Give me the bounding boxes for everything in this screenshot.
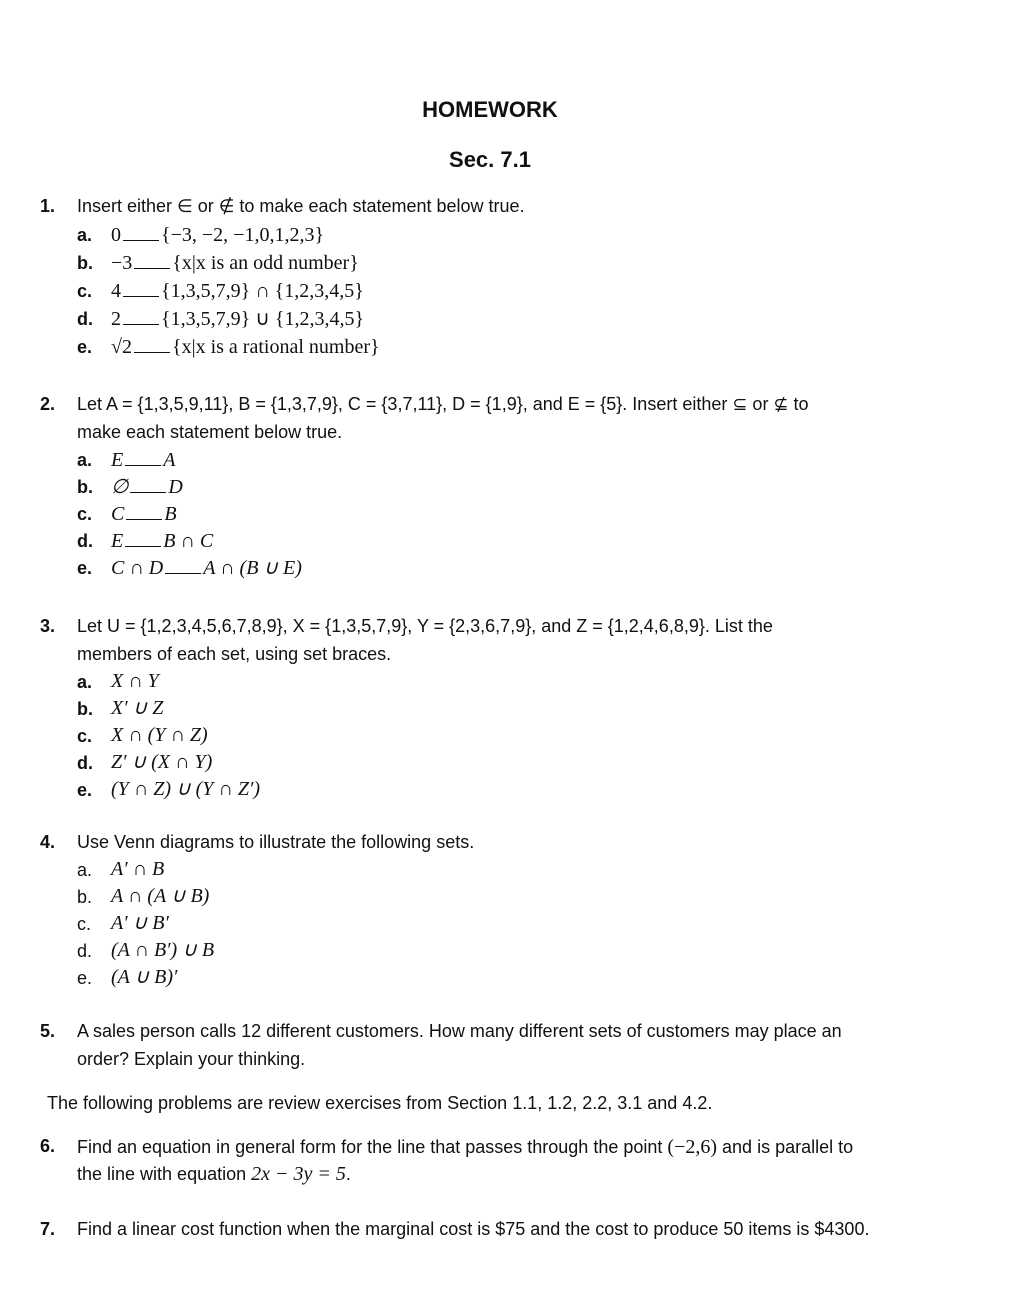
problem-6-period: . xyxy=(345,1164,351,1184)
problem-4-prompt: Use Venn diagrams to illustrate the following sets. xyxy=(77,832,475,852)
item-right-operand: {1,3,5,7,9} ∪ {1,2,3,4,5} xyxy=(161,308,365,330)
item-expression: A ∩ (A ∪ B) xyxy=(111,885,210,907)
problem-1-number: 1. xyxy=(40,196,56,216)
item-right-operand: D xyxy=(168,476,183,498)
problem-3-number: 3. xyxy=(40,616,56,636)
problem-5-line2: order? Explain your thinking. xyxy=(77,1049,306,1069)
item-statement xyxy=(111,336,380,357)
item-label: e. xyxy=(77,558,93,578)
item-label: e. xyxy=(77,780,93,800)
answer-blank[interactable] xyxy=(125,449,161,466)
item-right-operand: {x|x is an odd number} xyxy=(172,252,359,274)
problem-5-line1: A sales person calls 12 different customers. How many different sets of customers may place an xyxy=(77,1021,842,1041)
item-expression: X ∩ Y xyxy=(111,670,159,692)
item-statement xyxy=(111,449,175,470)
item-label: d. xyxy=(77,309,93,329)
problem-6-point: (−2,6) xyxy=(667,1136,718,1158)
section-heading: Sec. 7.1 xyxy=(449,147,531,172)
item-expression: A′ ∪ B′ xyxy=(111,912,169,934)
problem-3-prompt-line2: members of each set, using set braces. xyxy=(77,644,392,664)
item-expression: X ∩ (Y ∩ Z) xyxy=(111,724,208,746)
problem-2-number: 2. xyxy=(40,394,56,414)
item-statement xyxy=(111,530,213,551)
item-label: c. xyxy=(77,726,93,746)
item-label: d. xyxy=(77,941,93,961)
item-left-operand: ∅ xyxy=(111,476,129,498)
item-right-operand: A ∩ (B ∪ E) xyxy=(203,557,302,579)
item-statement xyxy=(111,224,324,245)
answer-blank[interactable] xyxy=(134,252,170,269)
answer-blank[interactable] xyxy=(134,336,170,353)
problem-6-text-b: and is parallel to xyxy=(722,1137,854,1157)
problem-6-text-c: the line with equation xyxy=(77,1164,247,1184)
item-expression: X′ ∪ Z xyxy=(111,697,164,719)
problem-2-prompt-line2: make each statement below true. xyxy=(77,422,343,442)
problem-7-number: 7. xyxy=(40,1219,56,1239)
answer-blank[interactable] xyxy=(123,280,159,297)
item-label: b. xyxy=(77,699,93,719)
review-note: The following problems are review exercises from Section 1.1, 1.2, 2.2, 3.1 and 4.2. xyxy=(47,1093,713,1113)
item-statement xyxy=(111,252,359,273)
answer-blank[interactable] xyxy=(125,530,161,547)
problem-6-line2 xyxy=(77,1164,351,1184)
answer-blank[interactable] xyxy=(126,503,162,520)
item-label: e. xyxy=(77,968,93,988)
item-label: b. xyxy=(77,253,93,273)
item-label: b. xyxy=(77,887,93,907)
item-label: a. xyxy=(77,860,93,880)
item-right-operand: B ∩ C xyxy=(163,530,214,552)
item-label: c. xyxy=(77,281,93,301)
page-title: HOMEWORK xyxy=(422,97,558,122)
answer-blank[interactable] xyxy=(123,308,159,325)
item-expression: (A ∪ B)′ xyxy=(111,966,178,988)
item-right-operand: {x|x is a rational number} xyxy=(171,336,380,358)
item-right-operand: {−3, −2, −1,0,1,2,3} xyxy=(161,224,325,246)
item-label: d. xyxy=(77,753,93,773)
item-label: a. xyxy=(77,225,93,245)
answer-blank[interactable] xyxy=(123,224,159,241)
item-left-operand: 4 xyxy=(111,280,121,302)
item-left-operand: 2 xyxy=(111,308,121,330)
answer-blank[interactable] xyxy=(130,476,166,493)
item-left-operand: C xyxy=(111,503,125,525)
problem-4-number: 4. xyxy=(40,832,56,852)
problem-2-prompt-line1: Let A = {1,3,5,9,11}, B = {1,3,7,9}, C = {3,7,11}, D = {1,9}, and E = {5}. Insert either ⊆ or ⊈ to xyxy=(77,394,809,414)
item-label: d. xyxy=(77,531,93,551)
item-label: a. xyxy=(77,672,93,692)
item-label: b. xyxy=(77,477,93,497)
item-statement xyxy=(111,503,177,524)
item-right-operand: {1,3,5,7,9} ∩ {1,2,3,4,5} xyxy=(161,280,364,302)
item-expression: (A ∩ B′) ∪ B xyxy=(111,939,215,961)
item-right-operand: A xyxy=(163,449,176,471)
item-left-operand: E xyxy=(111,530,124,552)
item-left-operand: E xyxy=(111,449,124,471)
item-label: e. xyxy=(77,337,93,357)
item-statement xyxy=(111,280,364,301)
problem-1-prompt: Insert either ∈ or ∉ to make each statement below true. xyxy=(77,196,525,216)
item-label: c. xyxy=(77,914,92,934)
item-left-operand: 0 xyxy=(111,224,121,246)
item-statement xyxy=(111,557,302,578)
item-statement xyxy=(111,476,183,497)
item-left-operand: C ∩ D xyxy=(111,557,164,579)
item-expression: (Y ∩ Z) ∪ (Y ∩ Z′) xyxy=(111,778,261,800)
item-left-operand: −3 xyxy=(111,252,133,274)
item-statement xyxy=(111,308,364,329)
problem-6-equation: 2x − 3y = 5 xyxy=(251,1163,346,1185)
problem-6-number: 6. xyxy=(40,1136,56,1156)
item-right-operand: B xyxy=(164,503,177,525)
problem-7-text: Find a linear cost function when the marginal cost is $75 and the cost to produce 50 items is $4300. xyxy=(77,1219,870,1239)
problem-6-text-a: Find an equation in general form for the line that passes through the point xyxy=(77,1137,663,1157)
problem-5-number: 5. xyxy=(40,1021,56,1041)
item-expression: Z′ ∪ (X ∩ Y) xyxy=(111,751,213,773)
problem-6-line1 xyxy=(77,1137,853,1157)
item-left-operand: √2 xyxy=(111,336,132,358)
answer-blank[interactable] xyxy=(165,557,201,574)
item-label: c. xyxy=(77,504,93,524)
problem-3-prompt-line1: Let U = {1,2,3,4,5,6,7,8,9}, X = {1,3,5,7,9}, Y = {2,3,6,7,9}, and Z = {1,2,4,6,8,9}. List the xyxy=(77,616,773,636)
item-expression: A′ ∩ B xyxy=(111,858,165,880)
item-label: a. xyxy=(77,450,93,470)
